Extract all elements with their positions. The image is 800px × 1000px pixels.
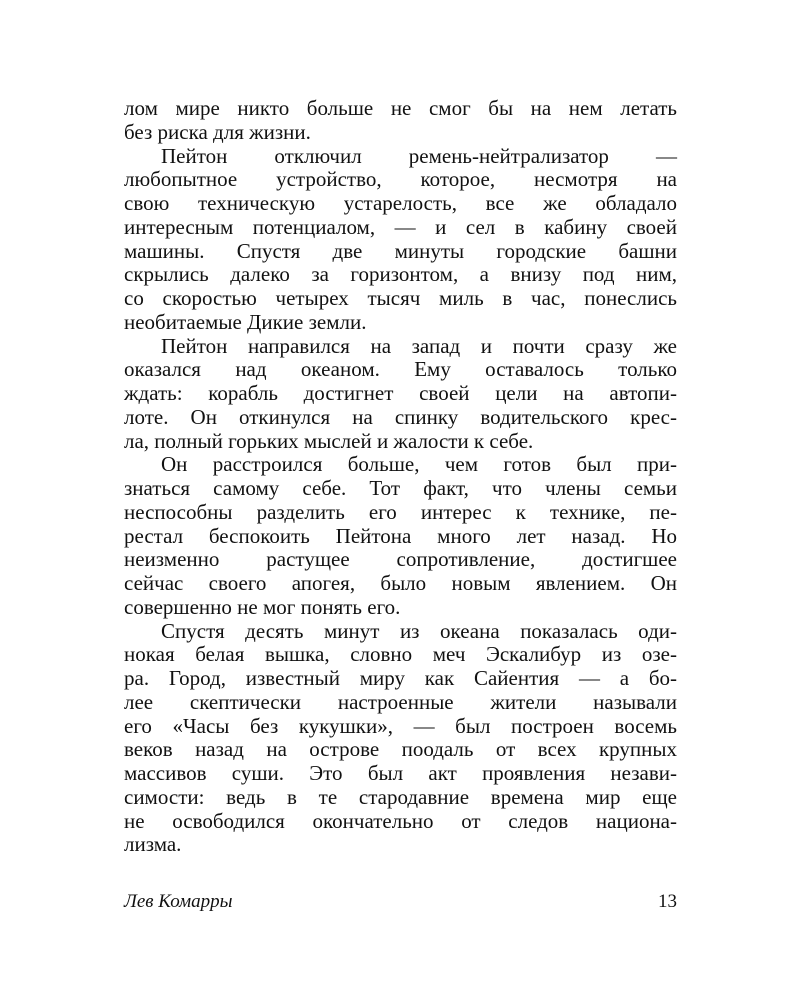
- text-line: необитаемые Дикие земли.: [124, 309, 367, 334]
- text-line: неизменно растущее сопротивление, достигшее: [124, 547, 677, 572]
- paragraph: [124, 145, 677, 335]
- text-line: без риска для жизни.: [124, 119, 311, 144]
- text-line: лом мире никто больше не смог бы на нем летать: [124, 96, 677, 120]
- text-line: Пейтон отключил ремень-нейтрализатор —: [161, 143, 677, 168]
- text-line: симости: ведь в те стародавние времена мир еще: [124, 784, 677, 809]
- text-line: со скоростью четырех тысяч миль в час, понеслись: [124, 286, 677, 310]
- running-head: Лев Комарры: [124, 891, 233, 912]
- text-line: лизма.: [124, 832, 182, 857]
- text-line: ра. Город, известный миру как Сайентия — а бо-: [124, 666, 677, 690]
- text-line: Пейтон направился на запад и почти сразу же: [161, 333, 677, 358]
- text-line: массивов суши. Это был акт проявления незави-: [124, 761, 677, 785]
- text-line: лее скептически настроенные жители называли: [124, 689, 677, 714]
- text-line: Он расстроился больше, чем готов был при-: [161, 452, 677, 477]
- text-line: ла, полный горьких мыслей и жалости к себе.: [124, 428, 534, 453]
- text-line: неспособны разделить его интерес к технике, пе-: [124, 499, 677, 524]
- text-line: оказался над океаном. Ему оставалось только: [124, 357, 677, 382]
- text-line: не освободился окончательно от следов национа-: [124, 808, 677, 833]
- text-line: машины. Спустя две минуты городские башни: [124, 238, 677, 263]
- paragraph: [124, 453, 677, 619]
- paragraph: [124, 620, 677, 858]
- text-line: ждать: корабль достигнет своей цели на автопи-: [124, 381, 677, 405]
- text-line: рестал беспокоить Пейтона много лет назад. Но: [124, 523, 677, 548]
- paragraph: [124, 97, 677, 145]
- text-line: веков назад на острове поодаль от всех крупных: [124, 737, 677, 762]
- text-line: совершенно не мог понять его.: [124, 594, 401, 619]
- text-line: сейчас своего апогея, было новым явлением. Он: [124, 571, 677, 595]
- text-line: лоте. Он откинулся на спинку водительского крес-: [124, 404, 677, 429]
- text-line: нокая белая вышка, словно меч Эскалибур из озе-: [124, 642, 677, 667]
- paragraph: [124, 335, 677, 454]
- text-line: свою техническую устарелость, все же обладало: [124, 191, 677, 215]
- text-line: его «Часы без кукушки», — был построен восемь: [124, 713, 677, 738]
- text-line: знаться самому себе. Тот факт, что члены семьи: [124, 476, 677, 500]
- page-body: [124, 97, 677, 857]
- page-number: 13: [658, 891, 677, 912]
- text-line: интересным потенциалом, — и сел в кабину своей: [124, 214, 677, 239]
- text-line: Спустя десять минут из океана показалась оди-: [161, 618, 677, 643]
- page-footer: [124, 889, 677, 915]
- text-line: любопытное устройство, которое, несмотря на: [124, 167, 677, 192]
- text-line: скрылись далеко за горизонтом, а внизу под ним,: [124, 262, 677, 287]
